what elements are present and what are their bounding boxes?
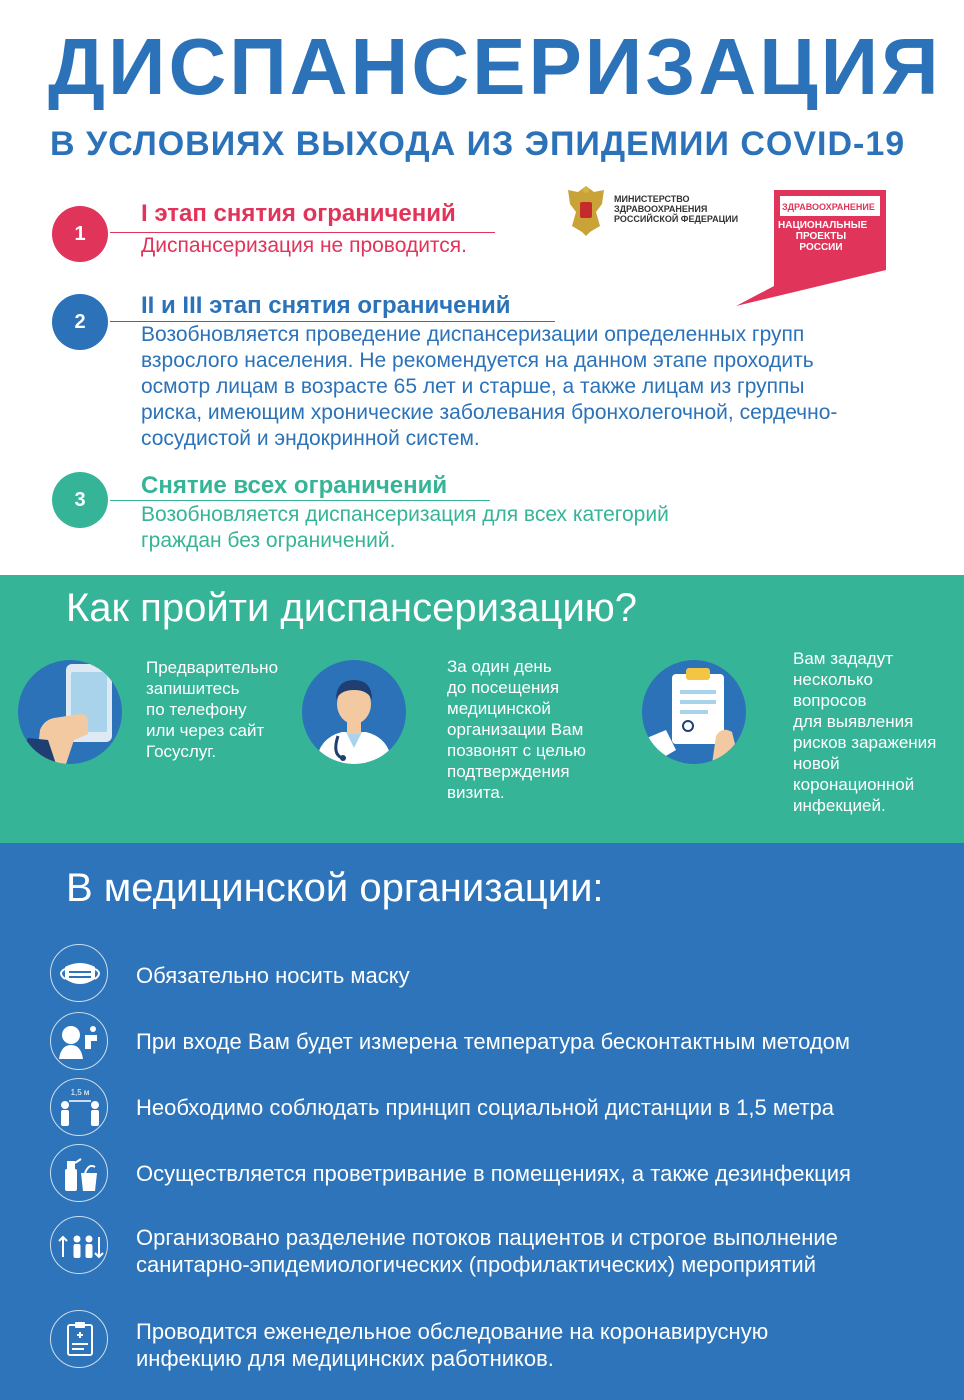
stage-description: Диспансеризация не проводится. bbox=[141, 234, 468, 257]
how-step-line: медицинской bbox=[447, 699, 551, 718]
how-step-line: позвонят с целью bbox=[447, 741, 586, 760]
how-step-line: или через сайт bbox=[146, 721, 265, 740]
thermometer-icon bbox=[50, 1012, 108, 1070]
coat-of-arms-icon bbox=[560, 182, 612, 238]
rule-text-line: Обязательно носить маску bbox=[136, 963, 410, 988]
how-step-line: рисков заражения bbox=[793, 733, 937, 752]
medical-section-title: В медицинской организации: bbox=[66, 866, 604, 910]
stage-number-badge: 2 bbox=[52, 294, 108, 350]
ministry-name-line: РОССИЙСКОЙ ФЕДЕРАЦИИ bbox=[614, 214, 739, 224]
how-to-title: Как пройти диспансеризацию? bbox=[66, 586, 638, 630]
rule-text bbox=[136, 1318, 936, 1372]
rule-text bbox=[136, 1160, 936, 1187]
rule-text-line: Проводится еженедельное обследование на коронавирусную bbox=[136, 1319, 769, 1344]
how-step-line: За один день bbox=[447, 657, 552, 676]
how-step-text bbox=[793, 648, 936, 816]
rule-text bbox=[136, 1224, 936, 1278]
rule-text-line: Осуществляется проветривание в помещениях, а также дезинфекция bbox=[136, 1161, 851, 1186]
how-step-line: коронационной bbox=[793, 775, 915, 794]
stage-description-line: риска, имеющим хронические заболевания бронхолегочной, сердечно- bbox=[141, 401, 838, 424]
rule-text-line: При входе Вам будет измерена температура бесконтактным методом bbox=[136, 1029, 851, 1054]
phone-hand-icon bbox=[18, 660, 122, 764]
how-step-line: для выявления bbox=[793, 712, 914, 731]
ministry-name-line: МИНИСТЕРСТВО bbox=[614, 194, 690, 204]
medical-test-icon bbox=[50, 1310, 108, 1368]
how-step-line: Госуслуг. bbox=[146, 742, 217, 761]
how-step-line: подтверждения bbox=[447, 762, 570, 781]
how-step-line: до посещения bbox=[447, 678, 560, 697]
page-title: ДИСПАНСЕРИЗАЦИЯ bbox=[48, 22, 942, 111]
how-step-text bbox=[447, 656, 586, 803]
national-projects-line: НАЦИОНАЛЬНЫЕ bbox=[778, 220, 868, 231]
stage-description-line: взрослого населения. Не рекомендуется на данном этапе проходить bbox=[141, 349, 814, 372]
how-step-line: Предварительно bbox=[146, 658, 279, 677]
clipboard-icon bbox=[642, 660, 746, 764]
how-step-line: несколько bbox=[793, 670, 873, 689]
stage-description bbox=[141, 502, 841, 554]
disinfection-icon bbox=[50, 1144, 108, 1202]
stage-description-line: осмотр лицам в возрасте 65 лет и старше, а также лицам из группы bbox=[141, 375, 805, 398]
stage-number-badge: 3 bbox=[52, 472, 108, 528]
stage-title: I этап снятия ограничений bbox=[141, 200, 456, 227]
how-step-line: вопросов bbox=[793, 691, 867, 710]
stage-description-line: сосудистой и эндокринной систем. bbox=[141, 427, 480, 450]
stage-description-line: Возобновляется проведение диспансеризации определенных групп bbox=[141, 323, 805, 346]
national-projects-top-text: ЗДРАВООХРАНЕНИЕ bbox=[782, 202, 875, 212]
how-step-line: организации Вам bbox=[447, 720, 584, 739]
distance-icon bbox=[50, 1078, 108, 1136]
rule-text-line: Необходимо соблюдать принцип социальной дистанции в 1,5 метра bbox=[136, 1095, 835, 1120]
stage-description bbox=[141, 322, 941, 452]
rule-text-line: Организовано разделение потоков пациентов и строгое выполнение bbox=[136, 1225, 838, 1250]
rule-text bbox=[136, 1028, 936, 1055]
how-step-line: новой bbox=[793, 754, 840, 773]
rule-text bbox=[136, 1094, 936, 1121]
how-step-line: визита. bbox=[447, 783, 505, 802]
how-step-line: по телефону bbox=[146, 700, 247, 719]
national-projects-logo bbox=[736, 186, 888, 308]
mask-icon bbox=[50, 944, 108, 1002]
stage-divider bbox=[110, 500, 490, 501]
ministry-logo bbox=[560, 182, 750, 238]
stage-description-line: Возобновляется диспансеризация для всех категорий bbox=[141, 503, 669, 526]
how-step-line: инфекцией. bbox=[793, 796, 886, 815]
stage-number-badge: 1 bbox=[52, 206, 108, 262]
stage-title: II и III этап снятия ограничений bbox=[141, 292, 511, 319]
rule-text bbox=[136, 962, 936, 989]
patient-flow-icon bbox=[50, 1216, 108, 1274]
distance-label: 1,5 м bbox=[70, 1088, 90, 1097]
page-subtitle: В УСЛОВИЯХ ВЫХОДА ИЗ ЭПИДЕМИИ COVID-19 bbox=[50, 125, 906, 163]
national-projects-line: ПРОЕКТЫ bbox=[795, 231, 847, 242]
how-step-text bbox=[146, 657, 278, 762]
stage-title: Снятие всех ограничений bbox=[141, 472, 448, 499]
how-step-line: Вам зададут bbox=[793, 649, 894, 668]
stage-description-line: граждан без ограничений. bbox=[141, 529, 396, 552]
how-step-line: запишитесь bbox=[146, 679, 240, 698]
rule-text-line: инфекцию для медицинских работников. bbox=[136, 1346, 554, 1371]
doctor-icon bbox=[302, 660, 406, 764]
medical-organization-section bbox=[0, 843, 964, 1400]
rule-text-line: санитарно-эпидемиологических (профилактических) мероприятий bbox=[136, 1252, 817, 1277]
ministry-name-line: ЗДРАВООХРАНЕНИЯ bbox=[614, 204, 708, 214]
national-projects-line: РОССИИ bbox=[799, 242, 843, 253]
